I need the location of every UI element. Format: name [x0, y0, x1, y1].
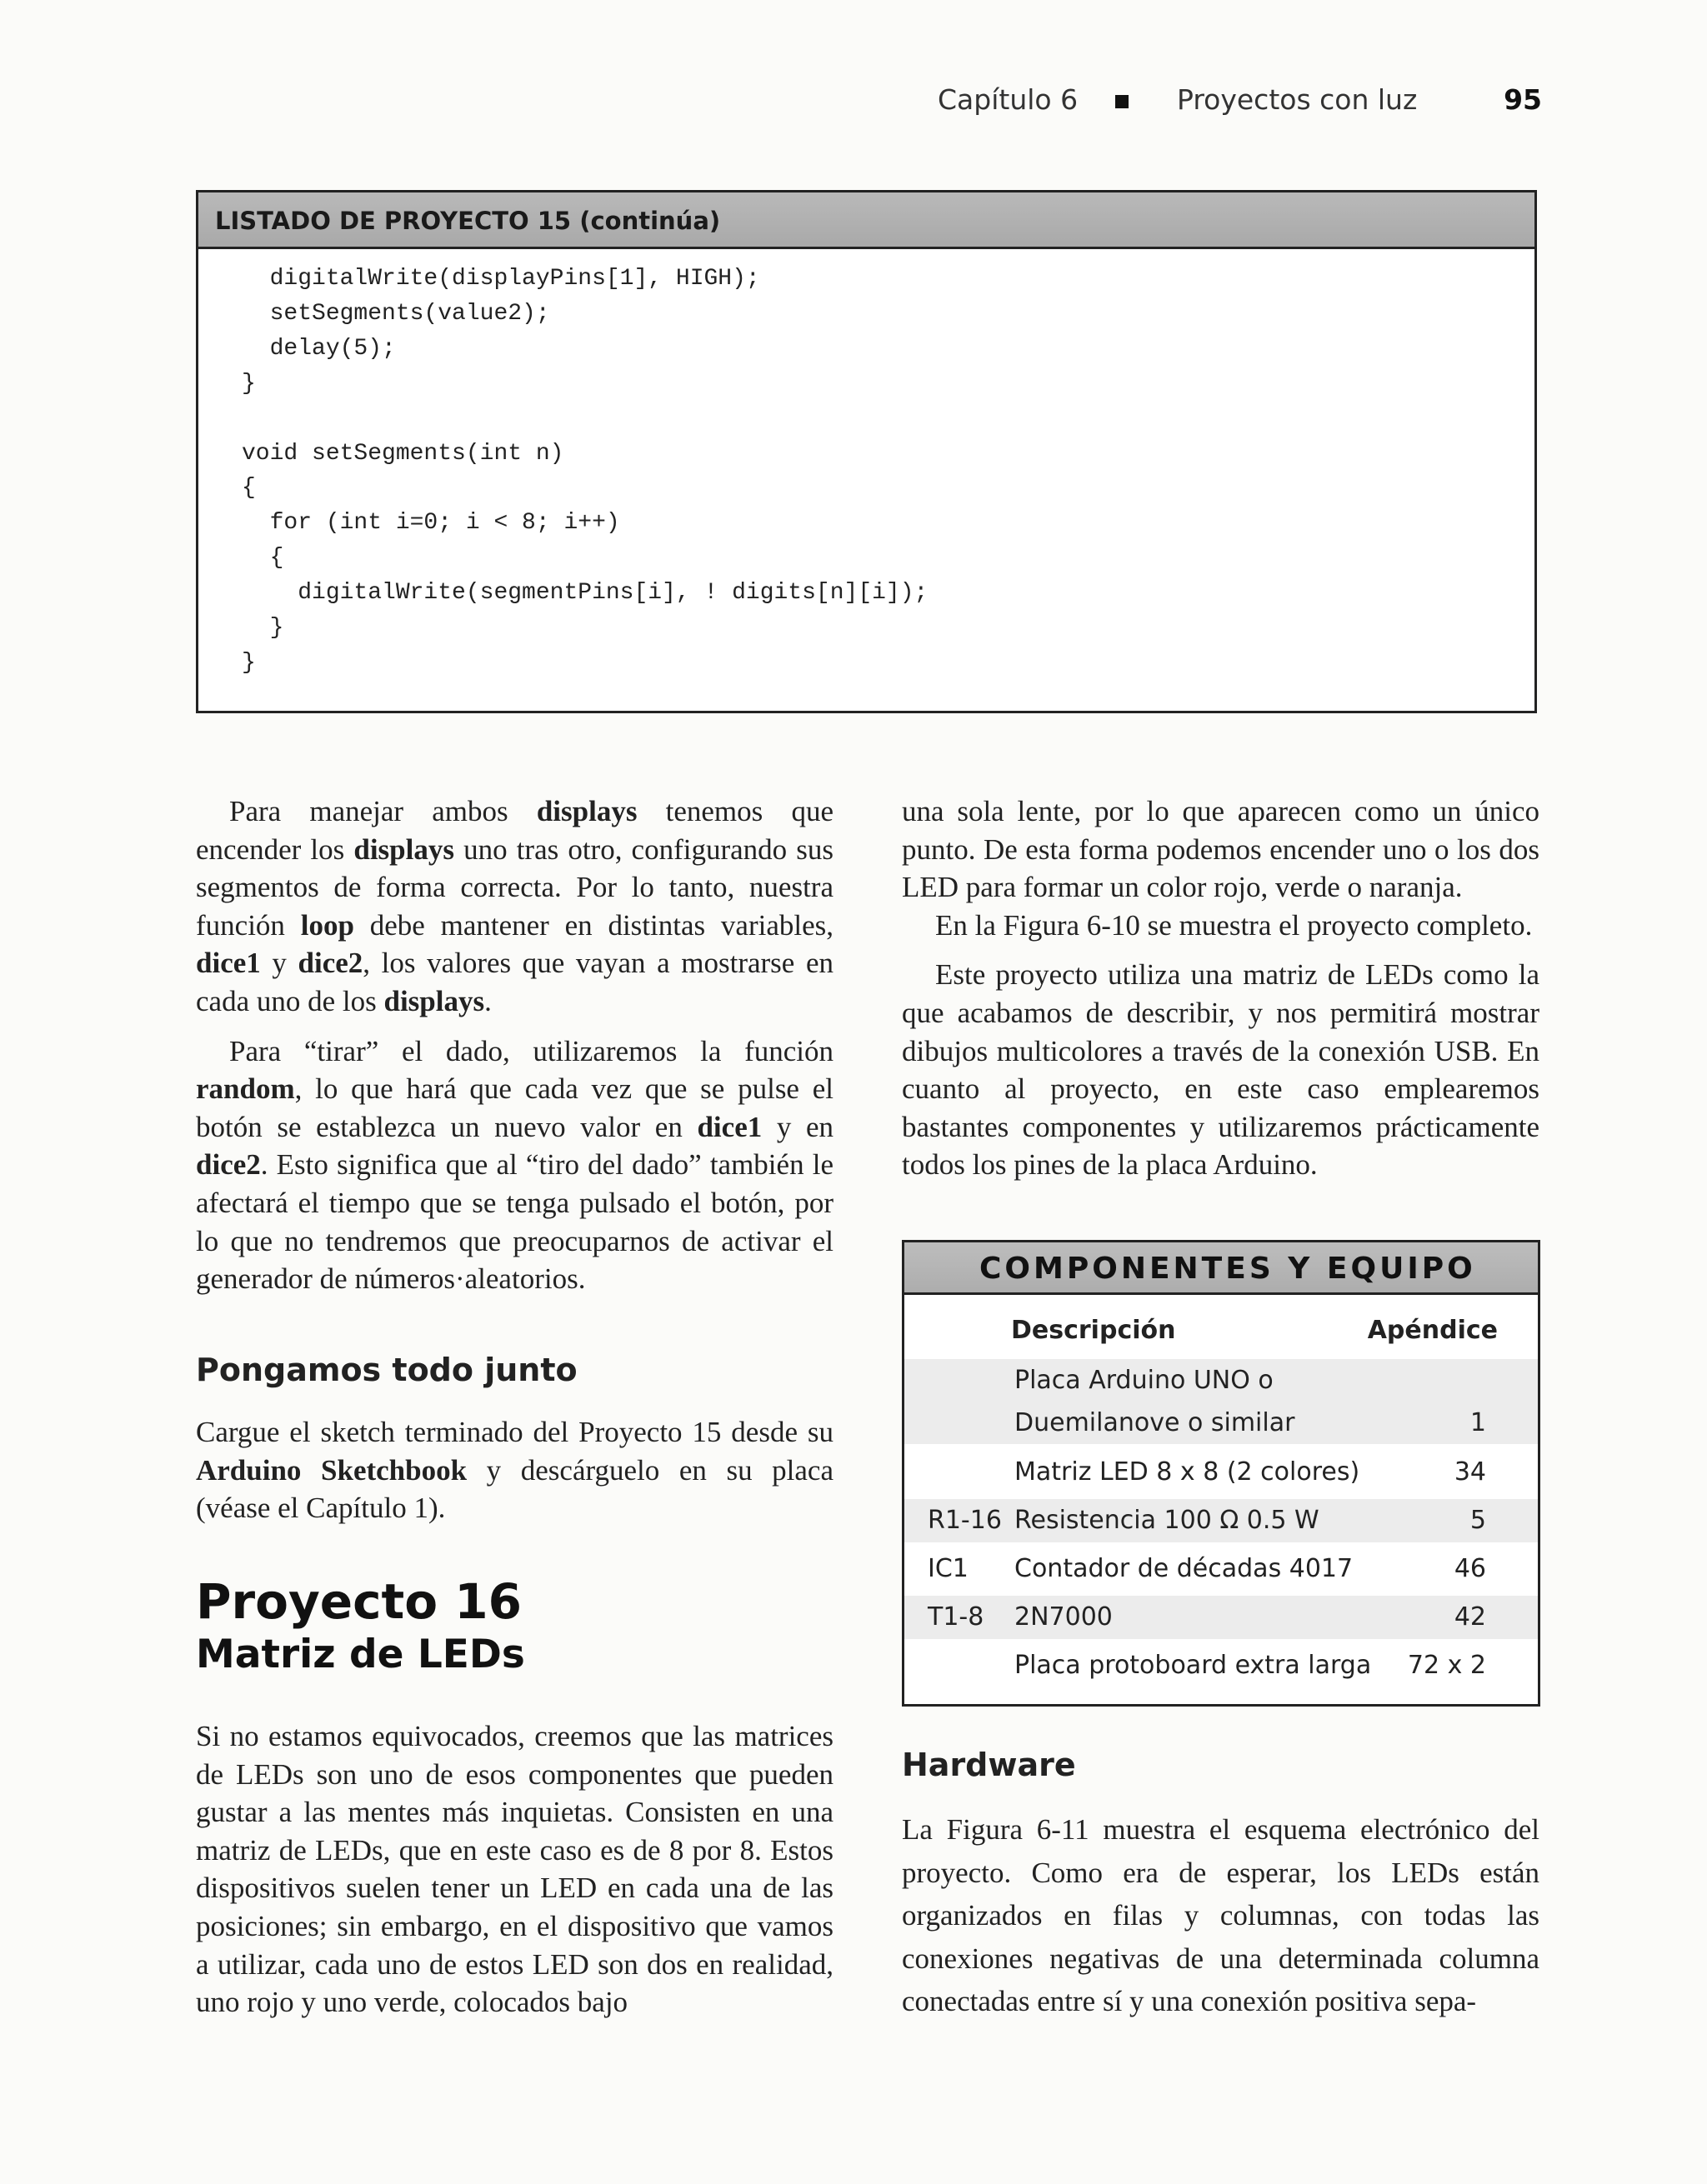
project-title: Proyecto 16: [196, 1573, 522, 1630]
listing-code: digitalWrite(displayPins[1], HIGH); setSegments(value2); delay(5); } void setSegments(int n) { for (int i=0; i < 8; i++) { digitalWrite(segmentPins[i], ! digits[n][i]); } }: [242, 266, 929, 676]
table-row: [904, 1451, 1538, 1494]
right-column-hardware: [902, 1808, 1539, 2023]
project-subtitle: Matriz de LEDs: [196, 1632, 525, 1677]
paragraph-displays: Para manejar ambos displays tenemos que encender los displays uno tras otro, configurando sus segmentos de forma correcta. Por lo tanto, nuestra función loop debe mantener en distintas variables, dice1 y dice2, los valores que vayan a mostrarse en cada uno de los displays.: [196, 795, 834, 1017]
paragraph-project-uses: Este proyecto utiliza una matriz de LEDs como la que acabamos de describir, y nos permitirá mostrar dibujos multicolores a través de la conexión USB. En cuanto al proyecto, en este caso emplearemos bastantes componentes y utilizaremos prácticamente todos los pines de la placa Arduino.: [902, 958, 1539, 1182]
row-appendix: 5: [1469, 1506, 1486, 1535]
components-title: COMPONENTES Y EQUIPO: [904, 1242, 1538, 1295]
paragraph-load-sketch: Cargue el sketch terminado del Proyecto 15 desde su Arduino Sketchbook y descárguelo en su placa (véase el Capítulo 1).: [196, 1416, 833, 1525]
row-ref: IC1: [928, 1554, 969, 1583]
row-description: 2N7000: [1014, 1602, 1113, 1632]
row-description: Contador de décadas 4017: [1014, 1554, 1354, 1583]
row-appendix: 72 x 2: [1407, 1651, 1486, 1680]
bold-term: random: [196, 1072, 295, 1106]
listing-title: LISTADO DE PROYECTO 15 (continúa): [198, 192, 1534, 249]
row-ref: R1-16: [928, 1506, 1002, 1535]
left-column-matrix: [196, 1717, 833, 2022]
col-header-appendix: Apéndice: [1367, 1316, 1498, 1345]
bold-term: dice1: [196, 947, 261, 980]
bold-term: Arduino Sketchbook: [196, 1453, 468, 1487]
row-description: Placa protoboard extra larga: [1014, 1651, 1372, 1680]
table-row: [904, 1596, 1538, 1639]
bold-term: displays: [536, 795, 638, 827]
col-header-description: Descripción: [1011, 1316, 1176, 1345]
paragraph-schematic: La Figura 6-11 muestra el esquema electrónico del proyecto. Como era de esperar, los LEDs están organizados en filas y columnas, con todas las conexiones negativas de una determinada columna conectadas entre sí y una conexión positiva sepa-: [902, 1813, 1539, 2017]
bold-term: displays: [353, 832, 454, 866]
row-description: Matriz LED 8 x 8 (2 colores): [1014, 1457, 1360, 1487]
row-ref: T1-8: [928, 1602, 984, 1632]
bold-term: dice2: [298, 947, 363, 980]
left-column-load: [196, 1413, 833, 1527]
row-appendix: 1: [1469, 1408, 1486, 1437]
row-description: Placa Arduino UNO o: [1014, 1366, 1274, 1395]
table-row: [904, 1644, 1538, 1687]
bold-term: dice2: [196, 1148, 261, 1182]
running-header: [938, 83, 1542, 125]
paragraph-single-lens: una sola lente, por lo que aparecen como un único punto. De esta forma podemos encender uno o los dos LED para formar un color rojo, verde o naranja.: [902, 795, 1539, 904]
paragraph-random: Para “tirar” el dado, utilizaremos la función random, lo que hará que cada vez que se pulse el botón se establezca un nuevo valor en dice1 y en dice2. Esto significa que al “tiro del dado” también le afectará el tiempo que se tenga pulsado el botón, por lo que no tendremos que preocuparnos de activar el generador de números·aleatorios.: [196, 1034, 834, 1296]
row-appendix: 42: [1454, 1602, 1486, 1632]
table-row: [904, 1547, 1538, 1591]
left-column-top: [196, 792, 833, 1298]
right-column-top: [902, 792, 1539, 1184]
row-description: Resistencia 100 Ω 0.5 W: [1014, 1506, 1319, 1535]
components-table: [902, 1240, 1540, 1707]
paragraph-figure-6-10: En la Figura 6-10 se muestra el proyecto completo.: [935, 908, 1533, 942]
row-appendix: 46: [1454, 1554, 1486, 1583]
heading-pongamos-todo-junto: Pongamos todo junto: [196, 1352, 578, 1388]
table-row: [904, 1499, 1538, 1542]
bold-term: displays: [383, 984, 485, 1017]
code-listing: [196, 190, 1537, 713]
heading-hardware: Hardware: [902, 1747, 1076, 1783]
section-label: Proyectos con luz: [1177, 83, 1418, 116]
page-number: 95: [1504, 83, 1542, 116]
paragraph-matrix-intro: Si no estamos equivocados, creemos que las matrices de LEDs son uno de esos componentes que pueden gustar a las mentes más inquietas. Consisten en una matriz de LEDs, que en este caso es de 8 por 8. Estos dispositivos suelen tener un LED en cada una de las posiciones; sin embargo, en el dispositivo que vamos a utilizar, cada uno de estos LED son dos en realidad, uno rojo y uno verde, colocados bajo: [196, 1720, 833, 2019]
table-row: [904, 1359, 1538, 1444]
bold-term: dice1: [697, 1110, 763, 1143]
chapter-label: Capítulo 6: [938, 83, 1079, 116]
square-bullet-icon: [1115, 95, 1129, 108]
row-appendix: 34: [1454, 1457, 1486, 1487]
bold-term: loop: [300, 908, 354, 942]
row-description-cont: Duemilanove o similar: [1014, 1408, 1295, 1437]
